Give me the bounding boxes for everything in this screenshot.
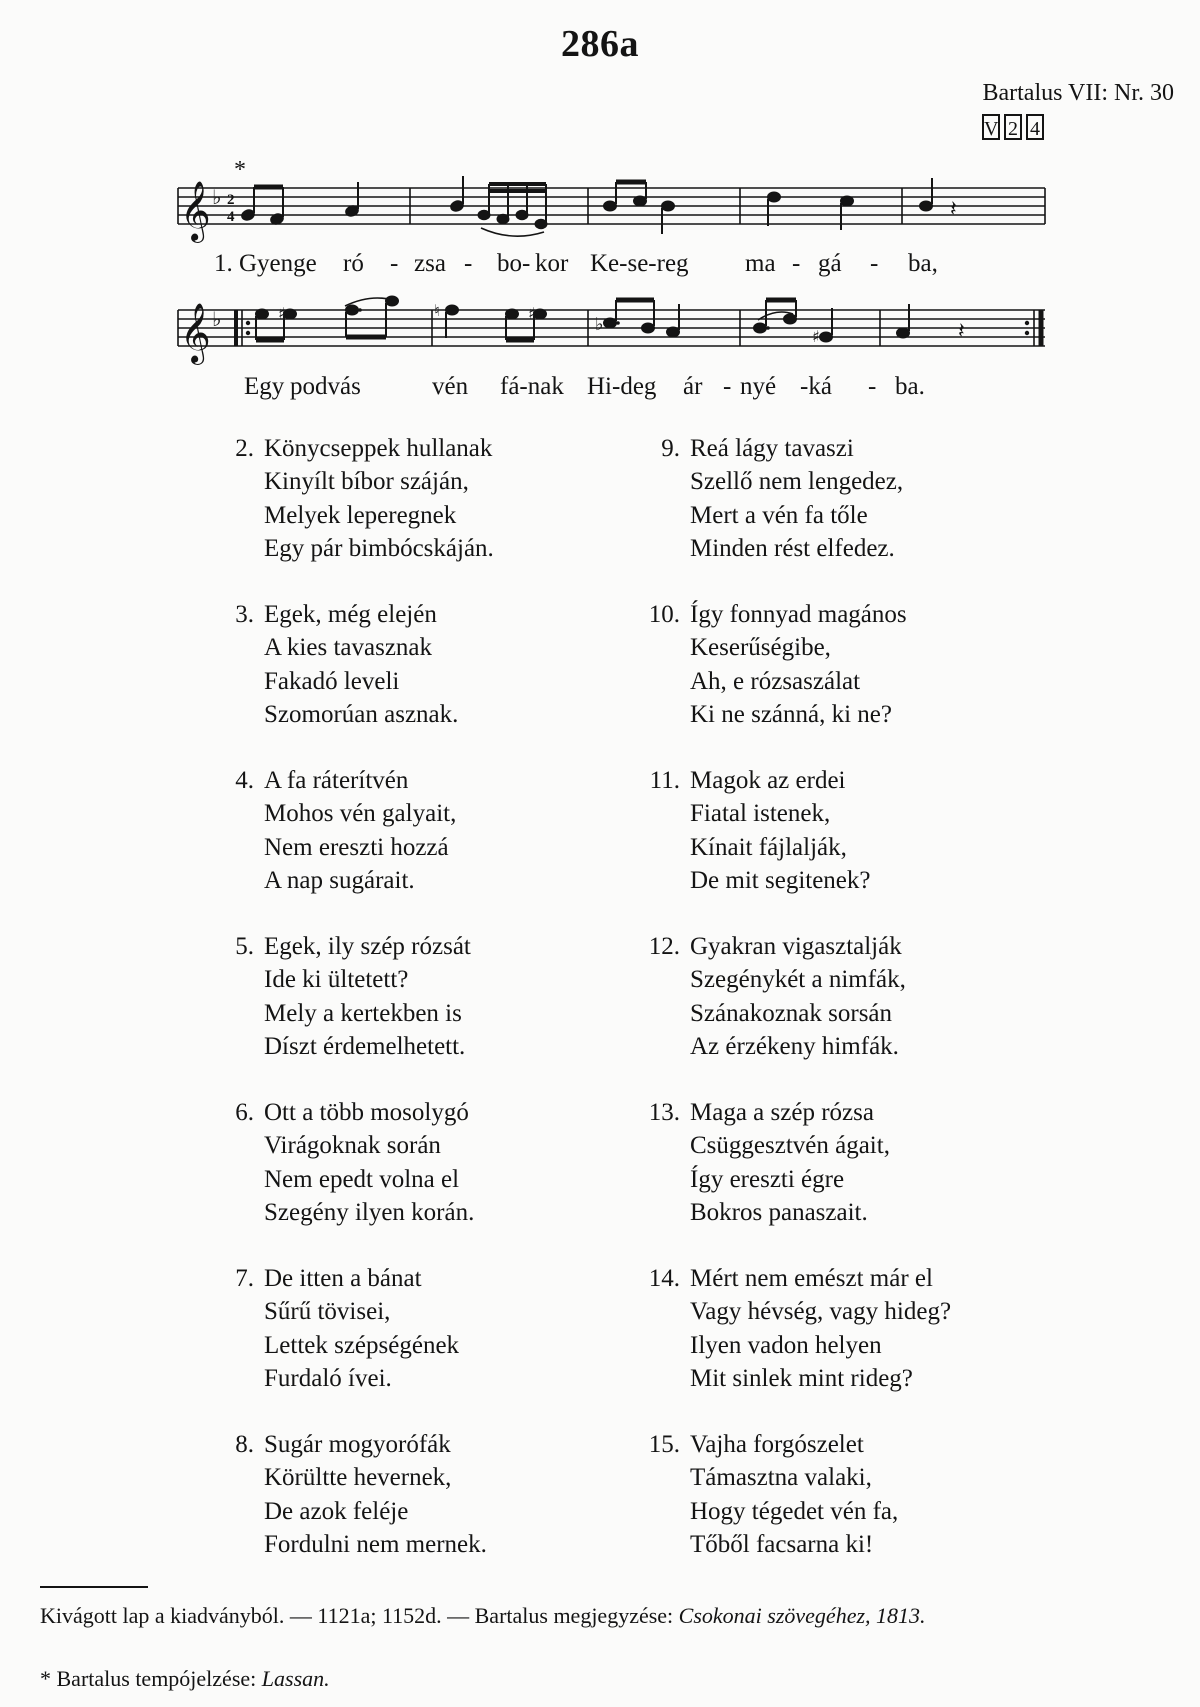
stanza-line: Szegénykét a nimfák,: [690, 966, 906, 994]
stanza-line: Ott a több mosolygó: [264, 1099, 469, 1126]
stanza: [235, 598, 459, 731]
source-note: [40, 1603, 926, 1629]
stanza: [235, 930, 471, 1063]
lyric-syllable: nyé: [740, 373, 777, 400]
page-title: 286a: [561, 23, 639, 65]
lyric-syllable: -: [792, 250, 801, 277]
stanza-line: Az érzékeny himfák.: [690, 1032, 899, 1060]
stanza-number: 14.: [648, 1265, 680, 1292]
lyric-syllable: -ká: [800, 373, 832, 400]
stanza-line: De azok feléje: [264, 1497, 409, 1525]
stanza-line: Fiatal istenek,: [690, 800, 831, 828]
stanza-line: Sűrű tövisei,: [264, 1298, 391, 1326]
stanza-line: De itten a bánat: [264, 1265, 422, 1292]
svg-text:4: 4: [227, 209, 235, 225]
stanza-line: Fordulni nem mernek.: [264, 1530, 487, 1558]
stanza-line: Reá lágy tavaszi: [690, 435, 854, 462]
stanza-line: Mohos vén galyait,: [264, 800, 457, 828]
stanza-number: 10.: [648, 601, 680, 628]
stanza-line: A nap sugárait.: [264, 866, 415, 894]
footnote-divider: [40, 1586, 148, 1588]
stanza: [235, 432, 494, 565]
stanza: [648, 598, 907, 731]
stanza: [235, 1096, 475, 1229]
stanza-line: Így fonnyad magános: [690, 601, 907, 628]
lyric-syllable: Ke-se-reg: [590, 250, 689, 277]
lyric-syllable: zsa: [414, 250, 446, 277]
flat-icon: ♭: [212, 307, 222, 331]
stanza-line: Egek, ily szép rózsát: [264, 933, 471, 960]
lyric-syllable: -: [390, 250, 399, 277]
source-reference: Bartalus VII: Nr. 30: [982, 80, 1174, 106]
stanza-line: Sugár mogyorófák: [264, 1431, 451, 1458]
stanza-line: Szegény ilyen korán.: [264, 1198, 475, 1226]
stanza-line: Ki ne szánná, ki ne?: [690, 700, 893, 728]
lyrics-line-1: [0, 250, 1200, 280]
stanza: [648, 930, 906, 1063]
stanza-number: 6.: [235, 1099, 254, 1126]
class-box: V: [982, 114, 1000, 140]
lyric-syllable: Hi-deg: [587, 373, 657, 400]
tempo-footnote-marker: *: [234, 157, 246, 183]
stanza-line: Szánakoznak sorsán: [690, 999, 893, 1027]
tempo-footnote-text: * Bartalus tempójelzése:: [40, 1666, 262, 1691]
stanza-line: Egek, még elején: [264, 601, 437, 628]
lyric-syllable: podvás: [290, 373, 361, 400]
lyric-syllable: ba.: [895, 373, 925, 400]
stanza-line: Ide ki ültetett?: [264, 966, 409, 994]
stanza-line: Egy pár bimbócskáján.: [264, 534, 494, 562]
tempo-footnote: [40, 1666, 330, 1692]
stanza-line: Magok az erdei: [690, 767, 846, 794]
stanza: [648, 1096, 890, 1229]
stanza-number: 8.: [235, 1431, 254, 1458]
lyric-syllable: ma: [745, 250, 776, 277]
flat-icon: ♭: [212, 185, 222, 209]
lyric-syllable: 1. Gyenge: [214, 250, 317, 277]
stanza-line: Mely a kertekben is: [264, 999, 462, 1027]
stanza-line: Szellő nem lengedez,: [690, 468, 904, 496]
treble-clef-icon: 𝄞: [180, 303, 211, 363]
lyric-syllable: kor: [535, 250, 569, 277]
stanza-line: Csüggesztvén ágait,: [690, 1132, 890, 1160]
stanza-line: Kínait fájlalják,: [690, 833, 847, 861]
stanza: [661, 432, 904, 565]
stanza: [648, 1262, 952, 1395]
stanza: [649, 764, 871, 897]
stanza: [235, 764, 457, 897]
source-note-text: Kivágott lap a kiadványból. — 1121a; 1152d. — Bartalus megjegyzése:: [40, 1603, 679, 1628]
stanza-line: Gyakran vigasztalják: [690, 933, 902, 960]
stanza-line: Keserűségibe,: [690, 634, 831, 662]
stanza-line: Mért nem emészt már el: [690, 1265, 933, 1292]
stanza-line: Nem ereszti hozzá: [264, 833, 449, 861]
stanza-line: Tőből facsarna ki!: [690, 1530, 874, 1558]
stanza-number: 5.: [235, 933, 254, 960]
svg-text:𝄽: 𝄽: [958, 319, 965, 344]
stanza-line: A kies tavasznak: [264, 634, 433, 662]
music-staff-1: [0, 170, 1200, 260]
lyric-syllable: Egy: [244, 373, 285, 400]
stanza-line: Furdaló ívei.: [264, 1364, 392, 1392]
svg-text:♭: ♭: [595, 314, 604, 335]
svg-text:2: 2: [227, 192, 235, 208]
stanza-line: Vajha forgószelet: [690, 1431, 864, 1458]
tempo-footnote-italic: Lassan.: [261, 1666, 330, 1691]
stanza-line: Ilyen vadon helyen: [690, 1331, 882, 1359]
stanza-number: 9.: [661, 435, 680, 462]
stanza-line: Lettek szépségének: [264, 1331, 460, 1359]
stanza-line: Nem epedt volna el: [264, 1165, 460, 1193]
stanza-line: Melyek leperegnek: [264, 501, 457, 529]
lyric-syllable: ár: [683, 373, 703, 400]
stanza-line: Maga a szép rózsa: [690, 1099, 874, 1126]
stanza-line: Így ereszti égre: [690, 1165, 845, 1193]
stanza-line: A fa ráterítvén: [264, 767, 409, 794]
stanza-number: 2.: [235, 435, 254, 462]
stanza: [648, 1428, 899, 1561]
stanza-line: Ah, e rózsaszálat: [690, 667, 861, 695]
stanza-line: Virágoknak során: [264, 1132, 441, 1160]
stanza: [235, 1262, 460, 1395]
stanza-number: 13.: [648, 1099, 680, 1126]
lyrics-line-2: [0, 373, 1200, 403]
svg-text:♮: ♮: [434, 301, 440, 320]
stanza-number: 4.: [235, 767, 254, 794]
stanza-number: 11.: [649, 767, 680, 794]
source-note-italic: Csokonai szövegéhez, 1813.: [678, 1603, 926, 1628]
treble-clef-icon: 𝄞: [180, 181, 211, 241]
stanza: [235, 1428, 487, 1561]
stanza-line: Hogy tégedet vén fa,: [690, 1497, 899, 1525]
stanza-number: 15.: [648, 1431, 680, 1458]
stanza-line: Díszt érdemelhetett.: [264, 1032, 466, 1060]
stanza-line: Mit sinlek mint rideg?: [690, 1364, 913, 1392]
lyric-syllable: vén: [432, 373, 469, 400]
stanza-line: Körültte hevernek,: [264, 1464, 452, 1492]
lyric-syllable: bo-: [497, 250, 531, 277]
stanza-line: Fakadó leveli: [264, 667, 400, 695]
lyric-syllable: -: [870, 250, 879, 277]
class-box: 2: [1004, 114, 1022, 140]
stanza-line: Támasztna valaki,: [690, 1464, 872, 1492]
stanza-number: 12.: [648, 933, 680, 960]
stanza-line: Bokros panaszait.: [690, 1198, 868, 1226]
lyric-syllable: -: [868, 373, 877, 400]
class-box: 4: [1026, 114, 1044, 140]
lyric-syllable: gá: [818, 250, 842, 277]
stanza-line: Mert a vén fa tőle: [690, 501, 868, 529]
svg-text:𝄽: 𝄽: [950, 197, 957, 222]
lyric-syllable: -: [464, 250, 473, 277]
stanza-line: Könycseppek hullanak: [264, 435, 493, 462]
stanza-line: Kinyílt bíbor száján,: [264, 468, 469, 496]
lyric-syllable: fá-nak: [500, 373, 564, 400]
lyric-syllable: ba,: [908, 250, 938, 277]
stanza-number: 7.: [235, 1265, 254, 1292]
lyric-syllable: ró: [343, 250, 364, 277]
svg-text:♯: ♯: [278, 304, 286, 323]
lyric-syllable: -: [723, 373, 732, 400]
stanza-line: De mit segitenek?: [690, 866, 871, 894]
stanza-line: Minden rést elfedez.: [690, 534, 895, 562]
classification-boxes: [982, 114, 1044, 140]
stanza-number: 3.: [235, 601, 254, 628]
svg-text:♯: ♯: [528, 304, 536, 323]
stanza-line: Vagy hévség, vagy hideg?: [690, 1298, 952, 1326]
music-staff-2: [0, 292, 1200, 382]
stanza-line: Szomorúan asznak.: [264, 700, 459, 728]
svg-text:♯: ♯: [812, 327, 820, 346]
